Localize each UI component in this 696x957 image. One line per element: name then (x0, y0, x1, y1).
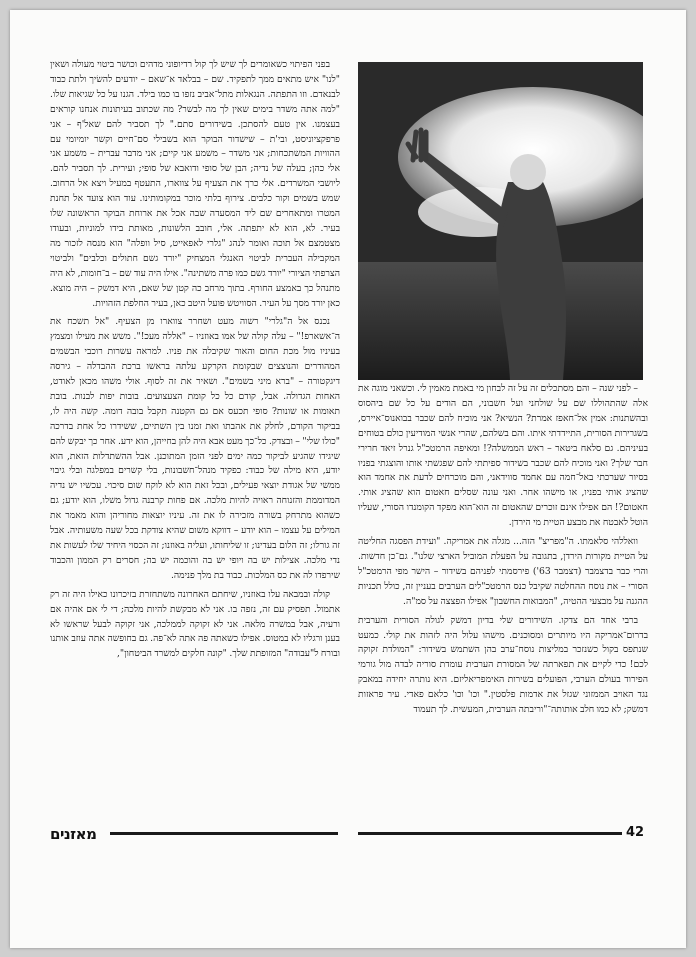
footer-rule (110, 832, 338, 835)
magazine-page (10, 10, 686, 948)
paragraph: וואללהי סלאמתו. ה"מפריצ" הזה... מגלה את אמריקה. "ועידת הפסגה החליטה על הטיית מקורות הירדן, בתגובה על הפעלת המוביל הארצי שלנו". גם־כן חדשות. והרי כבר בדצמבר (דצמבר 63') פירסמתי לפניהם בשידור – הישר מפי הרמטכ"ל הסורי – את נוסח ההחלטה שקיבל כנס הרמטכ"לים הערבים בעניין זה, כולל תכניות ההגנה על מבצעי ההטיה, "המבואות החשבון" אפילו הפצצה על סמ"ה. (358, 536, 648, 607)
paragraph: – לפני שנה – והם מסתכלים זה על זה לבחון מי באמת מאמין לי. וכשאני מוגה את אלה שהתהוללו שם על שולחני ועל חשבוני, הם הודים על כל שם ביהסוס ובהשתנות: אמין אל־חאפז אמרת? הנשיא? אני מוכיח להם שכבר בבואנוס־איירס, בשגרירות הסורית, התיידדתי איתו. והם בשלהם, שהרי אנשי המודיעין כולם בטוחים בעיניהם. גם סלאח ביטאר – ראש הממשלה?! ומאיפה הרמטכ"ל גנרל זיאד חרירי חבר שלך? ואני מוכיח להם שכבר בשידור ספיתתי להם שפגשתי אותו והוצגתי בפניו בסיור שערכתי באל־חמה עם אחמד סווידאני, והם מוכרחים לדעת את אחמד הוא שהציג אותי בפניו, או מישהו אחר. ואני עונה שסלים חאטום הוא שהציג אותי. חאטום?! הם אפילו אינם זוכרים שהאטום זה הוא־הוא מפקד הקומנדו הסורי, שעליו הוטל לאבטח את מבצע הטיית מי הירדן. (358, 383, 648, 529)
paragraph: קולה ובמבאה עלו באוזניו, שיחתם האחרונה משתחזרת בזיכרונו כאילו היה זה רק אתמול. תפסיק עם זה, נזפה בו. אני לא מבקשת להיות מלכה; די לי אם אהיה אם ורעיה, אבל במשרה מלאה. אני לא זקוקה לממלכה, אני זקוקה לבעל שראשו לא בענן ורגליו לא במטוס. אפילו כשאתה פה אתה לא־פה. גם בחופשה אתה עוזב אותנו ובורח ל"עבודה" המזופתת שלך. "קונה חלקים למשרד הביטחון", (50, 588, 340, 660)
paragraph: נכנס אל ה"גלרי" רשוה מעט ושחרר צווארו מן הצעיף. "אל תשכח את ה־אשארפ!" – עלה קולה של אמו באוזניו – "אללה מעכ!". משש את מעילו ומצמץ בעיניו מול מכת החום והאור שקיבלה את פניו. למראה עשרות רוכבי הבשמים המהודרים והנוצצים שבקומת הקרקע עלתה בראשו ברכת ההבדלה – גירסה דיגקטורה – "ברא מיני בשמים". ושאיר את זה לסוף. אולי משהו מכאן לאודט, האחות הגדולה. אבל, קודם כל כל קומת הצעצועים. בובות יפות לבנות. בובת תאומות או שונות? סופי תכעס אם גם הקטנה תקבל בובה דומה. קשה היה לו, בביקור הקודם, לחלק את אהבתו ואת זמנו בין השתיים, ששידרו כל אחת בדרכה "כולו שלי" – ובצדק. כל־כך מעט אבא היה להן בחייהן, הוא ידע. אחר כך יבקש להם שיגידו שהגיע לביקור כמה ימים לפני הזמן המתוכנן. אבל ההשתדלות הזאת, הוא יודע, היא מילה של כבוד: כפקיד מנהל־חשבונות, בלי קשרים במפלגה ובלי גיבוי ממשי של אגודת יוצאי פעילים, ובכל זאת הוא לא לוקח שום סיכוי. עכשיו יש נדיה המדוממת והזנוחה ראויה להיות מלכה. אם פחות קרבנה גדול משלו, הוא יודע; גם כשהוא מתרחק בשורה מזכירה לו את זה. עיניו יוצאות מחוריהן והוא מאמר את המילים על עצמו – הוא יודע – דווקא משום שהיא צודקת בכל שעה משעותיה. אבל זה גורלו; זה הלום בעדינו; זו שליחותו, ועליה באוזנו; זה הכסוי היחיד שלו לעשות את נדי מלכה. אצילות יש בה ויופי יש בה והוכמה יש בה; חסרים רק הממון והכבוד שירפדו לה את כס המלכות. כבוד בת מלך פנימה. (50, 316, 340, 581)
text-column-left (50, 58, 340, 870)
paragraph: ברבי אחד הם צדקו. השידורים שלי בדיון דמשק לגולה הסורית והערבית בדרום־אמריקה היו מיותרים ומסוכנים. מישהו עלול היה לזהות את קולי. כמעט שנתפס בקול כשנזכר במליצות נוסח־ערב בהן השתמש בשידור: "המולדת זקוקה לכם! כדי לקיים את תפארתה של המסורת הערבית עומדת סוריה לבדה מול גורמי הפירוד בעולם הערבי, הפועלים בשירות האימפריאליזם. היא נותרה יחידה במאבק נגד האויב הממזוני שגזל את אדמות פלסטין." וכו' וכו' כלאם פאדי. עיר פראזות דמשק; לא כמו חלב אותותה־"וריבתה הערבית, המעשית. לך תעמוד (358, 614, 648, 716)
photo-silhouette-image (358, 62, 643, 380)
article-photo (358, 62, 643, 380)
paragraph: בפני הפיתוי כשאומרים לך שיש לך קול רדיופוני מדהים וכושר ביטוי מעולה ושאין "לנו" איש מתאים ממך לתפקיד. שם – בבלאד א־שאם – יודעים להשׂיך ולתת כבוד לבנאדם. וזו התפתה. הנגאלות מתל־אביב נזפו בו כמו בילד. הגנו על כל שגיאות שלו. "למה אתה משדר בימים שאין לך מה לבשר? מה שכתוב בעיתונות אנחנו קוראים בעצמנו. אין טעם להסתכן. בשידורים סתם." לך תסביר להם שאל'ף – אני פרפקציוניסט, ובי'ת – שישדור הבוקר הוא בשבילי סם־חיים וקשר יומיומי עם ההוויות המשתכחות; אני משדר – משמע אני קיים; אני מדבר עברית – משמע אני אלי כהן; בעלה של נדיה; הבן של סופי ודואבא של סופי; ועירית. לך תסביר להם. ליושבי המשרדים. אלי כרך את הצעיף על צווארו, התעטף במעיל ויצא אל הרחוב. שמש בשמים וקור כלבים. צירוף בלתי מוכר במקומותינו. עוד הוא צועד אל תחנת המטרו ומתאחרים שם ליד המסעדה שבה אכל את ארוחת הבוקר הראשונה שלו בעיר. לא, הוא לא יתפתה. אלי, חובב הלשונות, מאותת בידו למוניות, ובעודו מצטמצם אל תוכה ואומר לנהג "גלרי לאפאייט, סיל וופלה" הוא מנסה לזכור מה המקבילה העברית לביטוי האנגלי המצחיק "יורד גשם חתולים וכלבים" ולביטוי הצרפתי הציורי "יורד גשם כמו פרה משתינה". אילו היה עוד שם – ב־חומות, לא היה מתנהל כך באמצע החורף. בתוך מרחב כה קטן של שאם, היא דמשק – היה מוצא. כאן יורד מסך על העיר. הסוויטש פועל היטב כאן, בעיר החלפת הזהויות. (50, 59, 340, 309)
footer-rule (358, 832, 622, 835)
magazine-logo: מאזנים (50, 825, 97, 843)
page-number: 42 (626, 825, 645, 840)
text-column-right (358, 382, 648, 830)
